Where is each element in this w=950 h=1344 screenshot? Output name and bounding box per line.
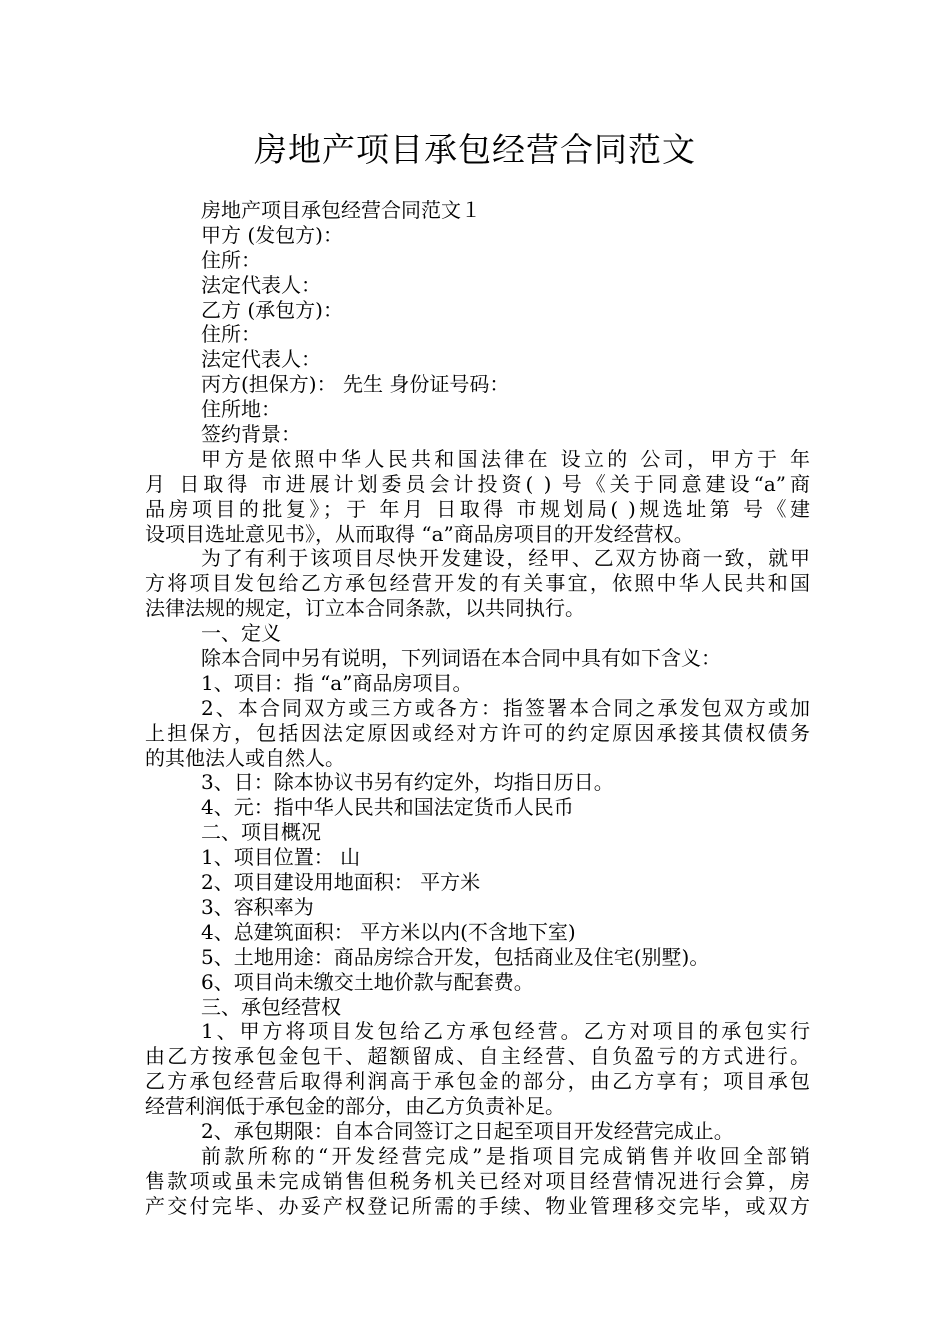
text-line: 除本合同中另有说明，下列词语在本合同中具有如下含义： bbox=[201, 646, 721, 671]
text-line: 前款所称的“开发经营完成”是指项目完成销售并收回全部销 bbox=[201, 1143, 810, 1168]
text-line: 5、土地用途：商品房综合开发，包括商业及住宅(别墅)。 bbox=[201, 944, 710, 969]
text-line: 由乙方按承包金包干、超额留成、自主经营、自负盈亏的方式进行。 bbox=[145, 1044, 810, 1069]
text-line: 甲方 (发包方)： bbox=[201, 222, 343, 247]
text-line: 上担保方，包括因法定原因或经对方许可的约定原因承接其债权债务 bbox=[145, 720, 810, 745]
text-line: 法定代表人： bbox=[201, 272, 321, 297]
text-line: 三、承包经营权 bbox=[201, 994, 341, 1019]
document-title: 房地产项目承包经营合同范文 bbox=[254, 130, 696, 169]
text-line: 的其他法人或自然人。 bbox=[145, 745, 345, 770]
text-line: 经营利润低于承包金的部分，由乙方负责补足。 bbox=[145, 1094, 565, 1119]
text-line: 2、项目建设用地面积： 平方米 bbox=[201, 870, 481, 895]
text-line: 2、本合同双方或三方或各方：指签署本合同之承发包双方或加 bbox=[201, 695, 810, 720]
text-line: 房地产项目承包经营合同范文１ bbox=[201, 198, 481, 222]
text-line: 6、项目尚未缴交土地价款与配套费。 bbox=[201, 969, 534, 994]
text-line: 设项目选址意见书》，从而取得 “a”商品房项目的开发经营权。 bbox=[145, 521, 694, 546]
text-line: 1、项目位置： 山 bbox=[201, 845, 361, 870]
text-line: 丙方(担保方)： 先生 身份证号码： bbox=[201, 372, 510, 397]
text-line: 4、总建筑面积： 平方米以内(不含地下室) bbox=[201, 919, 576, 944]
text-line: 品房项目的批复》；于 年月 日取得 市规划局( )规选址第 号《建 bbox=[145, 496, 810, 521]
text-line: 二、项目概况 bbox=[201, 820, 321, 845]
text-line: 住所： bbox=[201, 322, 261, 347]
document-body bbox=[145, 198, 810, 1219]
text-line: 法定代表人： bbox=[201, 347, 321, 372]
text-line: 3、日：除本协议书另有约定外，均指日历日。 bbox=[201, 770, 614, 795]
text-line: 方将项目发包给乙方承包经营开发的有关事宜，依照中华人民共和国 bbox=[145, 571, 810, 596]
text-line: 1、项目：指 “a”商品房项目。 bbox=[201, 670, 473, 695]
text-line: 乙方承包经营后取得利润高于承包金的部分，由乙方享有；项目承包 bbox=[145, 1069, 810, 1094]
text-line: 签约背景： bbox=[201, 422, 301, 447]
text-line: 月 日取得 市进展计划委员会计投资( ) 号《关于同意建设“a”商 bbox=[145, 471, 810, 496]
text-line: 4、元：指中华人民共和国法定货币人民币 bbox=[201, 795, 574, 820]
text-line: 3、容积率为 bbox=[201, 894, 314, 919]
text-line: 住所： bbox=[201, 247, 261, 272]
text-line: 乙方 (承包方)： bbox=[201, 297, 343, 322]
text-line: 为了有利于该项目尽快开发建设，经甲、乙双方协商一致，就甲 bbox=[201, 546, 810, 571]
text-line: 甲方是依照中华人民共和国法律在 设立的 公司，甲方于 年 bbox=[201, 446, 810, 471]
text-line: 法律法规的规定，订立本合同条款，以共同执行。 bbox=[145, 596, 585, 621]
text-line: 产交付完毕、办妥产权登记所需的手续、物业管理移交完毕，或双方 bbox=[145, 1193, 810, 1218]
text-line: 住所地： bbox=[201, 397, 281, 422]
text-line: 售款项或虽未完成销售但税务机关已经对项目经营情况进行会算，房 bbox=[145, 1168, 810, 1193]
text-line: 一、定义 bbox=[201, 621, 281, 646]
text-line: 1、甲方将项目发包给乙方承包经营。乙方对项目的承包实行 bbox=[201, 1019, 810, 1044]
text-line: 2、承包期限：自本合同签订之日起至项目开发经营完成止。 bbox=[201, 1118, 734, 1143]
